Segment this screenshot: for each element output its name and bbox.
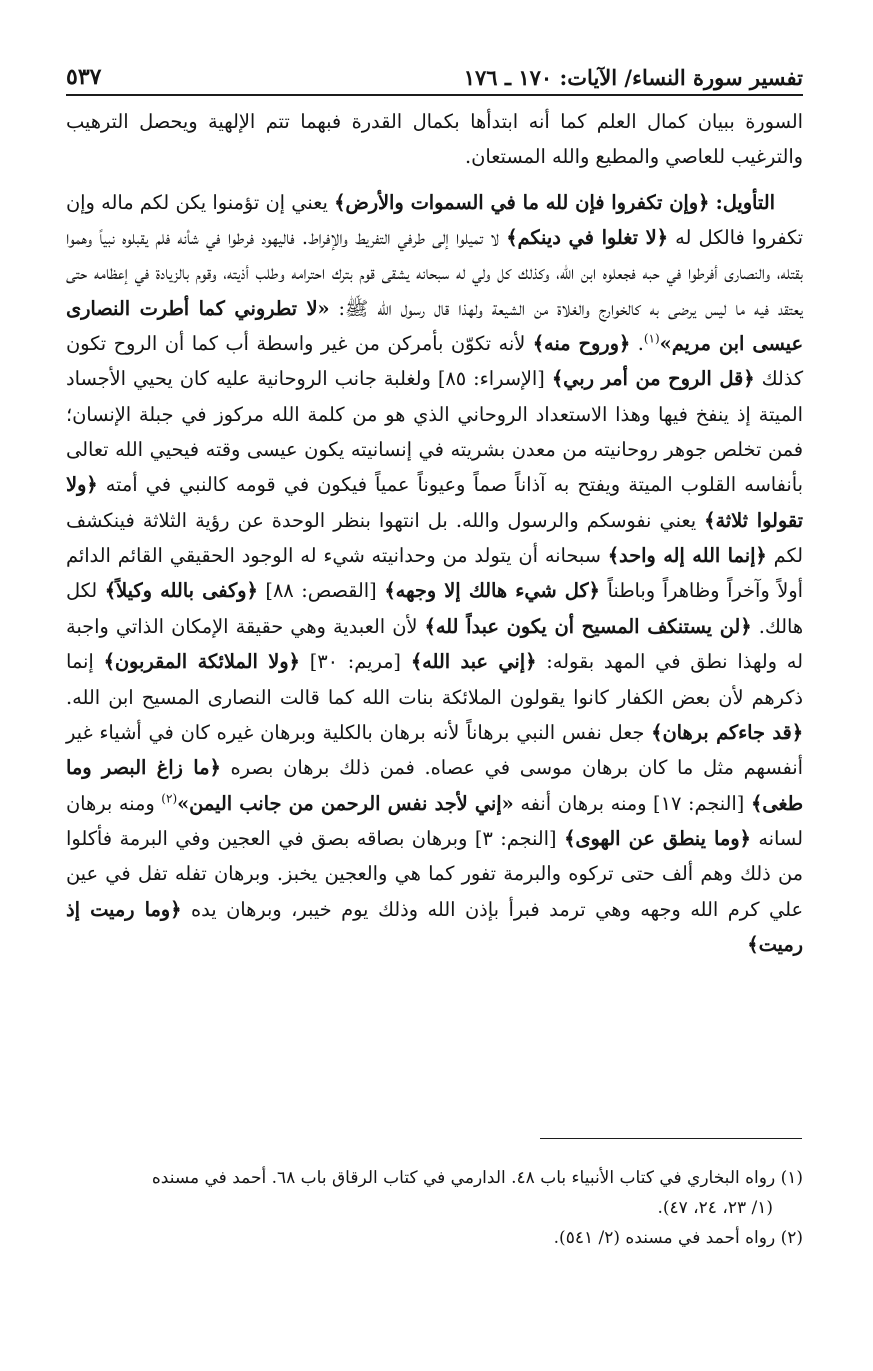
- quran-quote: ﴿وروح منه﴾: [532, 332, 631, 356]
- text-run: لأنه تكوّن بأمركن من غير واسطة أب كما أن الروح تكون كذلك: [66, 332, 804, 391]
- footnote-1: (١) رواه البخاري في كتاب الأنبياء باب ٤٨. الدارمي في كتاب الرقاق باب ٦٨. أحمد في مسنده: [151, 1168, 803, 1188]
- main-text: [66, 104, 803, 962]
- text-run: ومنه برهان لسانه: [66, 791, 803, 850]
- text-run: لكل هالك.: [66, 579, 803, 638]
- page-number: ٥٣٧: [66, 64, 102, 90]
- quran-quote: ﴿قد جاءكم برهان﴾: [651, 720, 804, 744]
- paragraph-intro: [66, 104, 803, 175]
- text-run: يعني إن تؤمنوا يكن لكم ماله وإن تكفروا فالكل له: [66, 190, 803, 250]
- paragraph-tawil: التأويل: ﴿وإن تكفروا فإن لله ما في السموات والأرض﴾ يعني إن تؤمنوا يكن لكم ماله وإن تكفروا فالكل له ﴿لا تغلوا في دينكم﴾ لا تميلوا إلى طرفي التفريط والإفراط. فاليهود فرطوا في شأنه فلم يقبلوه نبياً وهموا بقتله، والنصارى أفرطوا في حبه فجعلوه ابن الله، وكذلك كل ولي له سبحانه يشقى قوم بترك احترامه وطلب أذيته، وقوم بالزيادة في إعظامه حتى يعتقد فيه ما ليس يرضى به كالخوارج والغلاة من الشيعة ولهذا قال رسول الله ﷺ: «لا تطروني كما أطرت النصارى عيسى ابن مريم»$^{(١)}$. ﴿وروح منه﴾ لأنه تكوّن بأمركن من غير واسطة أب كما أن الروح تكون كذلك ﴿قل الروح من أمر ربي﴾ [الإسراء: ٨٥] ولغلبة جانب الروحانية عليه كان يحيي الأجساد الميتة إذ ينفخ فيها وهذا الاستعداد الروحاني الذي هو من كلمة الله مركوز في جبلة الإنسان؛ فمن تخلص جوهر روحانيته من معدن بشريته في إنسانيته يكون عيسى وقته فيحيي الله تعالى بأنفاسه القلوب الميتة ويفتح به آذاناً صماً وعيوناً عمياً فيكون في قومه كالنبي في أمته ﴿ولا تقولوا ثلاثة﴾ يعني نفوسكم والرسول والله. بل انتهوا بنظر الوحدة عن رؤية الثلاثة فينكشف لكم ﴿إنما الله إله واحد﴾ سبحانه أن يتولد من وحدانيته شيء له الوجود الحقيقي القائم الدائم أولاً وآخراً وظاهراً وباطناً ﴿كل شيء هالك إلا وجهه﴾ [القصص: ٨٨] ﴿وكفى بالله وكيلاً﴾ لكل هالك. ﴿لن يستنكف المسيح أن يكون عبداً لله﴾ لأن العبدية وهي حقيقة الإمكان الذاتي واجبة له ولهذا نطق في المهد بقوله: ﴿إني عبد الله﴾ [مريم: ٣٠] ﴿ولا الملائكة المقربون﴾ إنما ذكرهم لأن بعض الكفار كانوا يقولون الملائكة بنات الله كما قالت النصارى المسيح ابن الله. ﴿قد جاءكم برهان﴾ جعل نفس النبي برهاناً لأنه برهان بالكلية وبرهان غيره كان في أشياء غير أنفسهم مثل ما كان برهان موسى في عصاه. فمن ذلك برهان بصره ﴿ما زاغ البصر وما طغى﴾ [النجم: ١٧] ومنه برهان أنفه «إني لأجد نفس الرحمن من جانب اليمن»$^{(٢)}$ ومنه برهان لسانه ﴿وما ينطق عن الهوى﴾ [النجم: ٣] وبرهان بصاقه بصق في العجين وفي البرمة فأكلوا من ذلك وهم ألف حتى تركوه والبرمة تفور كما هي والعجين يخبز. وبرهان تفله تفل في عين علي كرم الله وجهه وهي ترمد فبرأ بإذن الله وذلك يوم خيبر، وبرهان يده ﴿وما رميت إذ رميت﴾: [66, 190, 804, 956]
- quran-quote: ﴿لا تغلوا في دينكم﴾: [506, 226, 668, 250]
- quran-quote: ﴿وما رميت إذ رميت﴾: [66, 897, 803, 956]
- text-run: السورة ببيان كمال العلم كما أنه ابتدأها بكمال القدرة فبهما تتم الإلهية ويحصل الترهيب والترغيب للعاصي والمطيع والله المستعان.: [66, 110, 803, 169]
- text-run: جعل نفس النبي برهاناً لأنه برهان بالكلية وبرهان غيره كان في أشياء غير أنفسهم مثل ما كان برهان موسى في عصاه. فمن ذلك برهان بصره: [66, 720, 803, 780]
- text-run: [النجم: ١٧] ومنه برهان أنفه: [520, 791, 745, 815]
- quran-quote: ﴿ما زاغ البصر وما طغى﴾: [66, 756, 803, 815]
- verse-citation: [القصص: ٨٨]: [265, 579, 377, 603]
- quran-quote: ﴿لن يستنكف المسيح أن يكون عبداً لله﴾: [424, 614, 752, 638]
- verse-citation: [مريم: ٣٠]: [309, 650, 401, 674]
- quran-quote: ﴿وما ينطق عن الهوى﴾: [564, 826, 751, 850]
- quran-quote: ﴿وإن تكفروا فإن لله ما في السموات والأرض﴾: [334, 190, 710, 214]
- hadith-quote: «لا تطروني كما أطرت النصارى عيسى ابن مريم»: [66, 296, 803, 356]
- footnote-1-continuation: (١/ ٢٣، ٢٤، ٤٧).: [657, 1198, 773, 1218]
- quran-quote: ﴿قل الروح من أمر ربي﴾: [551, 367, 755, 391]
- text-run: [الإسراء: ٨٥] ولغلبة جانب الروحانية عليه كان يحيي الأجساد الميتة إذ ينفخ فيها وهذا الاستعداد الروحاني الذي هو من كلمة الله مركوز في جبلة الإنسان؛ فمن تخلص جوهر روحانيته من معدن بشريته في إنسانيته يكون عيسى وقته فيحيي الله تعالى بأنفاسه القلوب الميتة ويفتح به آذاناً صماً وعيوناً عمياً فيكون في قومه كالنبي في أمته: [66, 367, 803, 497]
- text-run: سبحانه أن يتولد من وحدانيته شيء له الوجود الحقيقي القائم الدائم أولاً وآخراً وظاهراً وباطناً: [66, 544, 803, 603]
- footnote-marker: (١): [643, 331, 660, 346]
- running-title: تفسير سورة النساء/ الآيات: ١٧٠ ـ ١٧٦: [463, 65, 803, 90]
- quran-quote: ﴿وكفى بالله وكيلاً﴾: [104, 579, 258, 603]
- text-run: يعني نفوسكم والرسول والله. بل انتهوا بنظر الوحدة عن رؤية الثلاثة فينكشف لكم: [66, 508, 803, 568]
- section-label: التأويل:: [715, 190, 775, 214]
- quran-quote: ﴿ولا الملائكة المقربون﴾: [103, 650, 300, 674]
- hadith-quote: «إني لأجد نفس الرحمن من جانب اليمن»: [177, 791, 514, 815]
- footnote-2: (٢) رواه أحمد في مسنده (٢/ ٥٤١).: [553, 1228, 803, 1248]
- text-run: [النجم: ٣] وبرهان بصاقه بصق في العجين وفي البرمة فأكلوا من ذلك وهم ألف حتى تركوه والبرمة تفور كما هي والعجين يخبز. وبرهان تفله تفل في عين علي كرم الله وجهه وهي ترمد فبرأ بإذن الله وذلك يوم خيبر، وبرهان يده: [66, 826, 803, 921]
- footnotes: [66, 1163, 803, 1253]
- quran-quote: ﴿ولا تقولوا ثلاثة﴾: [66, 473, 803, 532]
- quran-quote: ﴿إني عبد الله﴾: [410, 650, 537, 674]
- quran-quote: ﴿إنما الله إله واحد﴾: [607, 544, 767, 568]
- text-run: لا تميلوا إلى طرفي التفريط والإفراط. فاليهود فرطوا في شأنه فلم يقبلوه نبياً وهموا بقتله، والنصارى أفرطوا في حبه فجعلوه ابن الله، وكذلك كل ولي له سبحانه يشقى قوم بترك احترامه وطلب أذيته، وقوم بالزيادة في إعظامه حتى يعتقد فيه ما ليس يرضى به كالخوارج والغلاة من الشيعة ولهذا قال رسول الله ﷺ:: [66, 226, 803, 320]
- footnote-marker: (٢): [161, 791, 178, 806]
- text-run: لأن العبدية وهي حقيقة الإمكان الذاتي واجبة له ولهذا نطق في المهد بقوله:: [66, 614, 803, 674]
- text-run: إنما ذكرهم لأن بعض الكفار كانوا يقولون الملائكة بنات الله كما قالت النصارى المسيح ابن الله.: [66, 650, 803, 709]
- page-header: [66, 54, 803, 96]
- footnote-separator: [540, 1138, 802, 1139]
- quran-quote: ﴿كل شيء هالك إلا وجهه﴾: [384, 579, 600, 603]
